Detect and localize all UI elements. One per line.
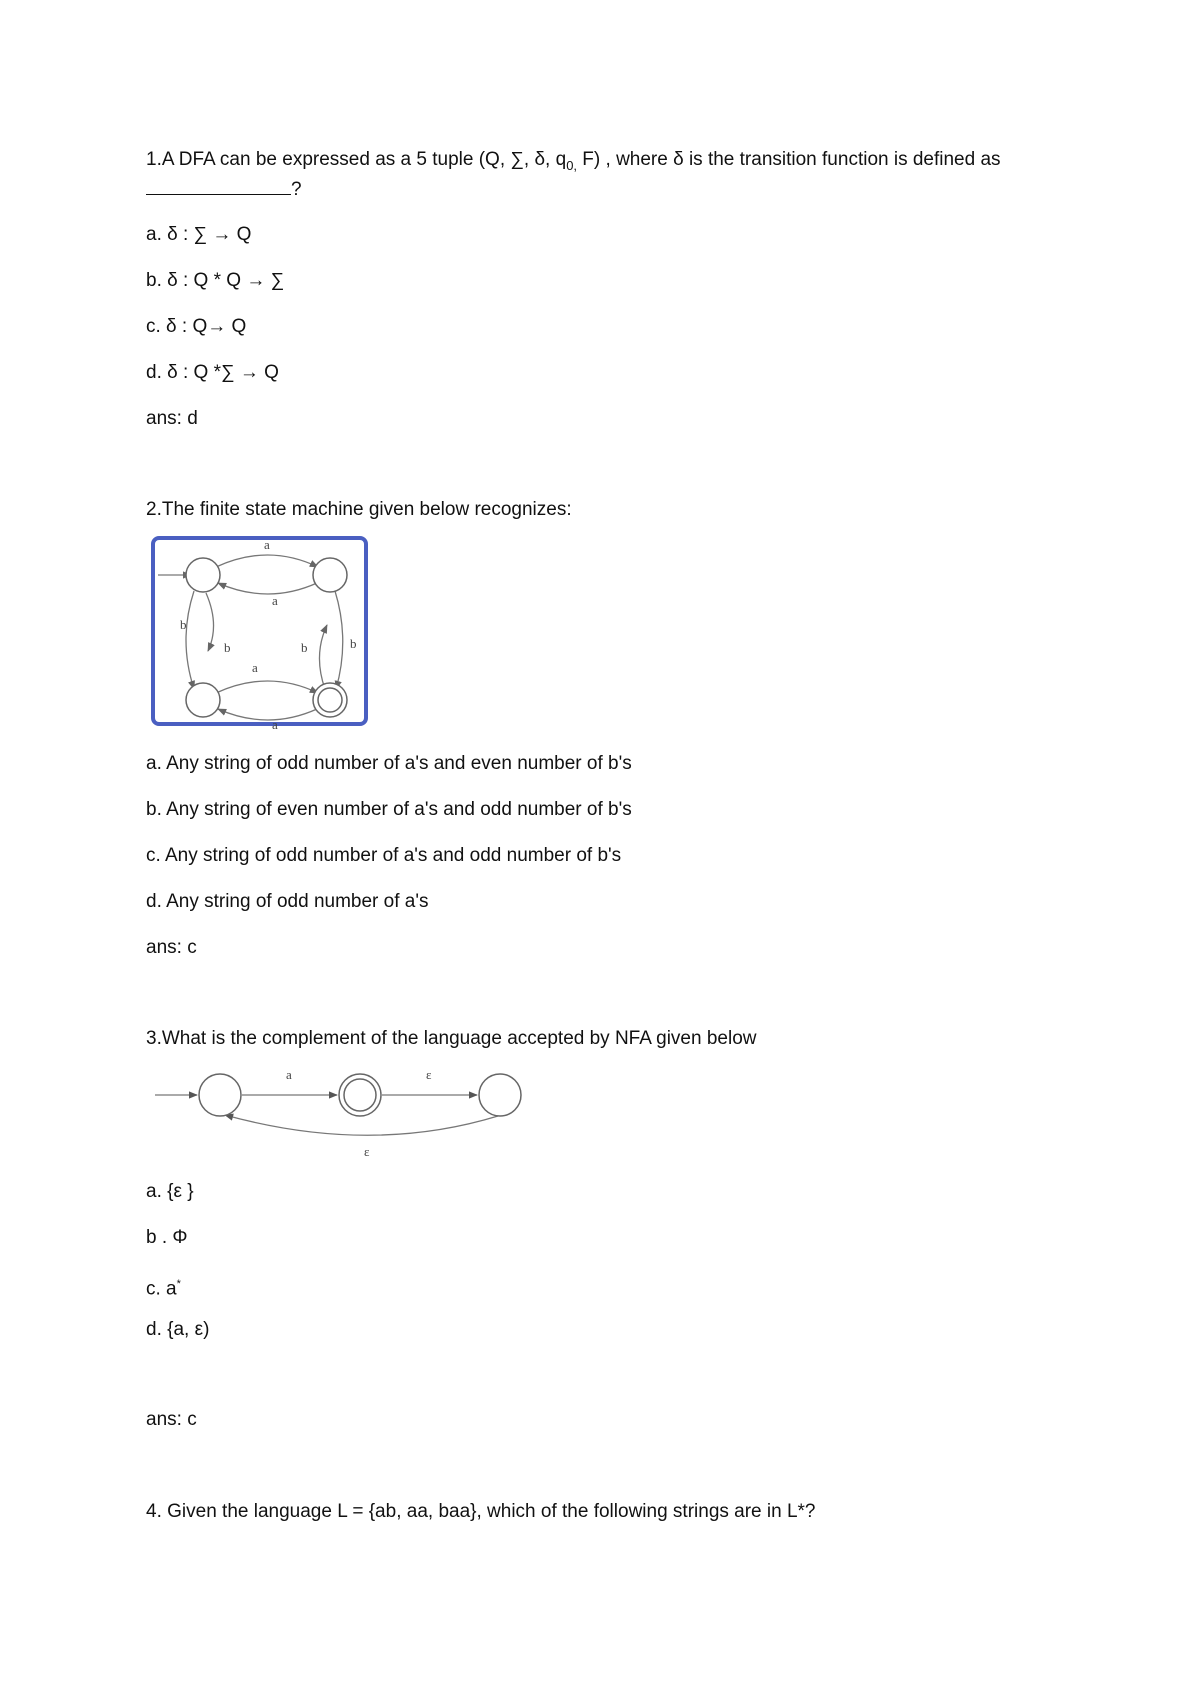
- q2-edge-right-up-inner: [319, 625, 327, 689]
- q2-state-top-left: [186, 558, 220, 592]
- q2-option-a: a. Any string of odd number of a's and even number of b's: [146, 753, 632, 774]
- q2-option-c: c. Any string of odd number of a's and odd number of b's: [146, 845, 622, 866]
- q1-option-c: c. δ : Q→ Q: [146, 316, 247, 337]
- q2-label-left-down-inner: b: [224, 640, 231, 655]
- q2-label-right-down-outer: b: [350, 636, 357, 651]
- q2-option-d: d. Any string of odd number of a's: [146, 891, 429, 912]
- q3-option-c-superscript: *: [176, 1278, 181, 1290]
- q1-question-prefix: 1.A DFA can be expressed as a 5 tuple (Q, ∑, δ, q: [146, 149, 567, 170]
- q2-edge-right-down-outer: [335, 591, 343, 689]
- q2-fsm-diagram: [150, 535, 375, 735]
- q2-option-b: b. Any string of even number of a's and odd number of b's: [146, 799, 632, 820]
- q1-question-line2: [146, 178, 302, 202]
- q1-question-suffix: F) , where δ is the transition function is defined as: [577, 149, 1001, 170]
- q3-label-edge-2: ε: [426, 1067, 432, 1082]
- q2-label-bottom-back: a: [272, 717, 278, 732]
- q1-question: [146, 148, 1001, 178]
- q2-label-bottom-forward: a: [252, 660, 258, 675]
- q1-answer-blank: [146, 180, 291, 195]
- q3-label-edge-back: ε: [364, 1144, 370, 1159]
- q2-edge-top-back: [218, 583, 317, 594]
- q2-edge-top-forward: [216, 555, 318, 567]
- q3-answer: ans: c: [146, 1409, 197, 1430]
- q1-option-b: b. δ : Q * Q → ∑: [146, 270, 285, 291]
- q3-option-d: d. {a, ε): [146, 1319, 210, 1340]
- q1-question-sub: 0,: [566, 157, 578, 173]
- q2-state-bottom-right-inner-ring: [318, 688, 342, 712]
- q2-label-left-down-outer: b: [180, 617, 187, 632]
- q3-option-c: [146, 1272, 181, 1301]
- q2-answer: ans: c: [146, 937, 197, 958]
- q3-label-edge-1: a: [286, 1067, 292, 1082]
- q2-edge-bottom-back: [218, 709, 317, 720]
- q2-edge-left-down-outer: [186, 591, 194, 689]
- q2-edge-left-down-inner: [206, 593, 214, 651]
- q2-label-top-forward: a: [264, 537, 270, 552]
- q1-option-a: a. δ : ∑ → Q: [146, 224, 252, 245]
- q3-state-end: [479, 1074, 521, 1116]
- q2-question: 2.The finite state machine given below recognizes:: [146, 499, 572, 520]
- q2-edge-bottom-forward: [216, 681, 318, 693]
- q3-option-c-text: c. a: [146, 1278, 177, 1300]
- q3-state-start: [199, 1074, 241, 1116]
- q4-question: 4. Given the language L = {ab, aa, baa}, which of the following strings are in L*?: [146, 1501, 816, 1522]
- q1-answer: ans: d: [146, 408, 198, 429]
- q2-label-right-up-inner: b: [301, 640, 308, 655]
- q3-edge-back: [225, 1115, 498, 1135]
- q3-nfa-diagram: [150, 1065, 530, 1160]
- q3-question: 3.What is the complement of the language accepted by NFA given below: [146, 1028, 757, 1049]
- q1-option-d: d. δ : Q *∑ → Q: [146, 362, 279, 383]
- q2-state-bottom-left: [186, 683, 220, 717]
- q3-state-accepting-inner-ring: [344, 1079, 376, 1111]
- q2-label-top-back: a: [272, 593, 278, 608]
- q3-option-a: a. {ε }: [146, 1181, 194, 1202]
- q1-question-mark: ?: [291, 179, 302, 200]
- q3-option-b: b . Φ: [146, 1227, 188, 1248]
- q2-state-top-right: [313, 558, 347, 592]
